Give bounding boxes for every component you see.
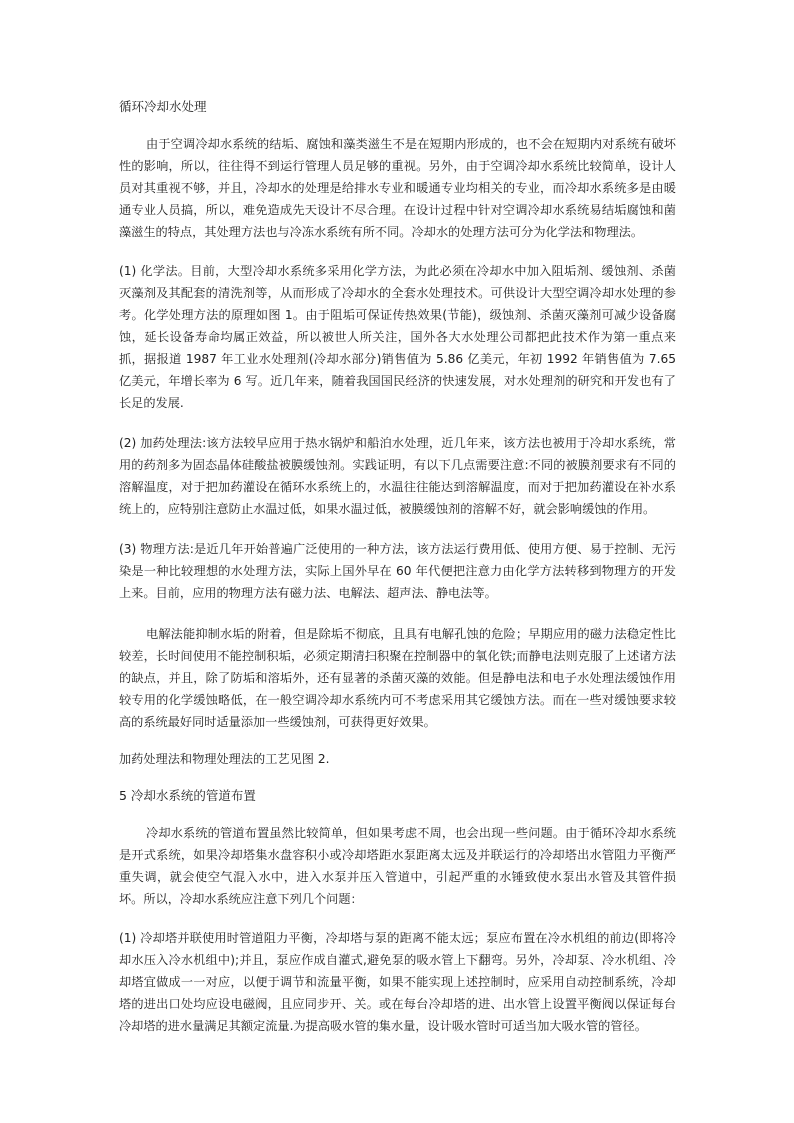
physical-method-paragraph: (3) 物理方法:是近几年开始普遍广泛使用的一种方法，该方法运行费用低、使用方便、易于控制、无污染是一种比较理想的水处理方法，实际上国外早在 60 年代便把注意力由化学方法转移到物理方的开发上来。目前，应用的物理方法有磁力法、电解法、超声法、静电法等。 (119, 542, 676, 600)
figure-reference: 加药处理法和物理处理法的工艺见图 2. (119, 752, 330, 766)
pipe-layout-paragraph: 冷却水系统的管道布置虽然比较简单，但如果考虑不周，也会出现一些问题。由于循环冷却水系统是开式系统，如果冷却塔集水盘容积小或冷却塔距水泵距离太远及并联运行的冷却塔出水管阻力平衡严重失调，就会使空气混入水中，进入水泵并压入管道中，引起严重的水锤致使水泵出水管及其管件损坏。所以，冷却水系统应注意下列几个问题： (119, 826, 676, 906)
dosing-method-paragraph: (2) 加药处理法:该方法较早应用于热水锅炉和船泊水处理，近几年来，该方法也被用于冷却水系统，常用的药剂多为固态晶体硅酸盐被膜缓蚀剂。实践证明，有以下几点需要注意:不同的被膜剂要求有不同的溶解温度，对于把加药灌设在循环水系统上的，水温往往能达到溶解温度，而对于把加药灌设在补水系统上的，应特别注意防止水温过低，如果水温过低，被膜缓蚀剂的溶解不好，就会影响缓蚀的作用。 (119, 436, 676, 516)
pipe-item-paragraph: (1) 冷却塔并联使用时管道阻力平衡，冷却塔与泵的距离不能太远；泵应布置在冷水机组的前边(即将冷却水压入冷水机组中);并且，泵应作成自灌式,避免泵的吸水管上下翻弯。另外，冷却泵、冷水机组、冷却塔宜做成一一对应，以便于调节和流量平衡，如果不能实现上述控制时，应采用自动控制系统，冷却塔的进出口处均应设电磁阀，且应同步开、关。或在每台冷却塔的进、出水管上设置平衡阀以保证每台冷却塔的进水量满足其额定流量.为提高吸水管的集水量，设计吸水管时可适当加大吸水管的管径。 (119, 931, 676, 1033)
document-title: 循环冷却水处理 (119, 99, 207, 114)
section-heading: 5 冷却水系统的管道布置 (119, 788, 256, 803)
electrolysis-paragraph: 电解法能抑制水垢的附着，但是除垢不彻底，且具有电解孔蚀的危险；早期应用的磁力法稳定性比较差，长时间使用不能控制积垢，必须定期清扫积聚在控制器中的氧化铁;而静电法则克服了上述诸方法的缺点，并且，除了防垢和溶垢外，还有显著的杀菌灭藻的效能。但是静电法和电子水处理法缓蚀作用较专用的化学缓蚀略低，在一般空调冷却水系统内可不考虑采用其它缓蚀方法。而在一些对缓蚀要求较高的系统最好同时适量添加一些缓蚀剂，可获得更好效果。 (119, 627, 676, 729)
chemical-method-paragraph: (1) 化学法。目前，大型冷却水系统多采用化学方法，为此必须在冷却水中加入阻垢剂、缓蚀剂、杀菌灭藻剂及其配套的清洗剂等，从而形成了冷却水的全套水处理技术。可供设计大型空调冷却水处理的参考。化学处理方法的原理如图 1。由于阻垢可保证传热效果(节能)，级蚀剂、杀菌灭藻剂可减少设备腐蚀，延长设备寿命均属正效益，所以被世人所关注，国外各大水处理公司都把此技术作为第一重点来抓，据报道 1987 年工业水处理剂(冷却水部分)销售值为 5.86 亿美元，年初 1992 年销售值为 7.65 亿美元，年增长率为 6 写。近几年来，随着我国国民经济的快速发展，对水处理剂的研究和开发也有了长足的发展. (119, 264, 676, 410)
document-page (119, 96, 676, 1037)
intro-paragraph: 由于空调冷却水系统的结垢、腐蚀和藻类滋生不是在短期内形成的，也不会在短期内对系统有破坏性的影响，所以，往往得不到运行管理人员足够的重视。另外，由于空调冷却水系统比较简单，设计人员对其重视不够，并且，冷却水的处理是给排水专业和暖通专业均相关的专业，而冷却水系统多是由暖通专业人员搞，所以，难免造成先天设计不尽合理。在设计过程中针对空调冷却水系统易结垢腐蚀和菌藻滋生的特点，其处理方法也与冷冻水系统有所不同。冷却水的处理方法可分为化学法和物理法。 (119, 137, 676, 239)
